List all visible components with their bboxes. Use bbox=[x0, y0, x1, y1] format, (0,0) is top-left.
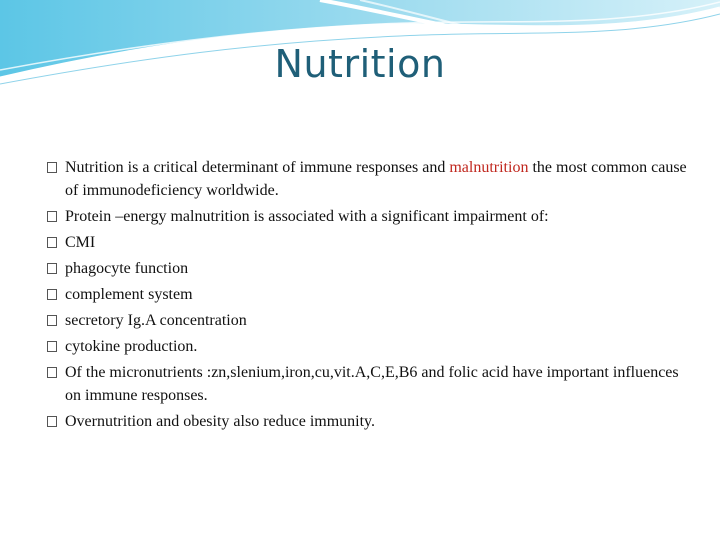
square-bullet-icon bbox=[47, 315, 57, 326]
bullet-text: cytokine production. bbox=[65, 338, 198, 355]
bullet-item bbox=[47, 335, 692, 358]
bullet-text: Nutrition is a critical determinant of immune responses and bbox=[65, 159, 450, 176]
bullet-item bbox=[47, 283, 692, 306]
square-bullet-icon bbox=[47, 416, 57, 427]
bullet-text: Protein –energy malnutrition is associated with a significant impairment of: bbox=[65, 208, 549, 225]
bullet-item bbox=[47, 205, 692, 228]
bullet-list bbox=[47, 156, 692, 436]
slide-title: Nutrition bbox=[274, 42, 446, 86]
bullet-item bbox=[47, 361, 692, 407]
square-bullet-icon bbox=[47, 289, 57, 300]
bullet-text: the most common cause of immunodeficiency worldwide. bbox=[65, 159, 687, 199]
bullet-item bbox=[47, 309, 692, 332]
square-bullet-icon bbox=[47, 341, 57, 352]
bullet-text: phagocyte function bbox=[65, 260, 189, 277]
bullet-item bbox=[47, 231, 692, 254]
bullet-text: CMI bbox=[65, 234, 96, 251]
square-bullet-icon bbox=[47, 367, 57, 378]
highlighted-term: malnutrition bbox=[449, 159, 529, 176]
bullet-item bbox=[47, 410, 692, 433]
bullet-text: Of the micronutrients :zn,slenium,iron,cu,vit.A,C,E,B6 and folic acid have important influences on immune responses. bbox=[65, 364, 679, 404]
bullet-text: secretory Ig.A concentration bbox=[65, 312, 247, 329]
bullet-item bbox=[47, 257, 692, 280]
bullet-text: Overnutrition and obesity also reduce immunity. bbox=[65, 413, 376, 430]
square-bullet-icon bbox=[47, 263, 57, 274]
square-bullet-icon bbox=[47, 211, 57, 222]
bullet-item bbox=[47, 156, 692, 202]
square-bullet-icon bbox=[47, 162, 57, 173]
bullet-text: complement system bbox=[65, 286, 193, 303]
square-bullet-icon bbox=[47, 237, 57, 248]
